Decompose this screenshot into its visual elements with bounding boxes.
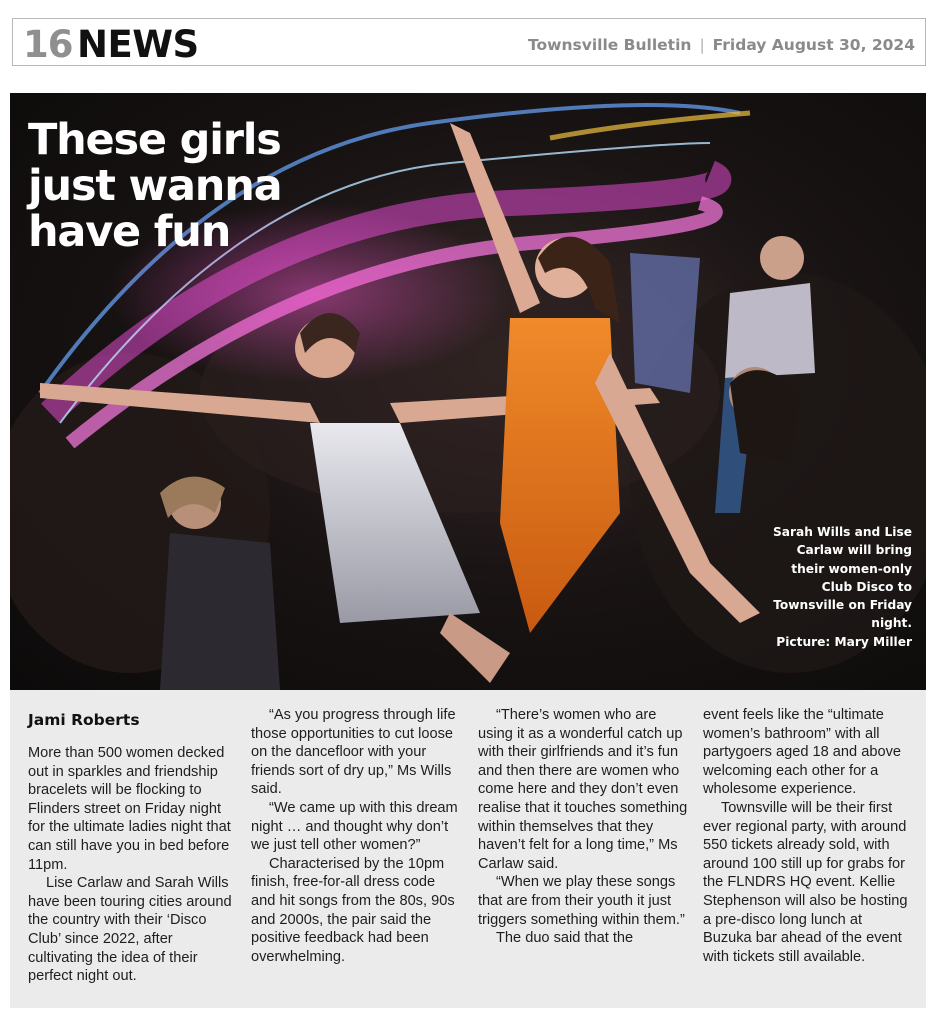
- caption-line: their women-only: [791, 561, 912, 576]
- article-body: [10, 690, 926, 1008]
- paragraph: More than 500 women decked out in sparkles and friendship bracelets will be flocking to Flinders street on Friday night for the ultimate ladies night that can still have you in bed before 11pm.: [28, 745, 231, 873]
- paragraph: Characterised by the 10pm finish, free-for-all dress code and hit songs from the 80s, 90s and 2000s, the pair said the positive feedback had been overwhelming.: [251, 855, 455, 965]
- headline: [28, 117, 328, 255]
- page-header: [12, 18, 926, 66]
- paragraph: “As you progress through life those opportunities to cut loose on the dancefloor with your friends sort of dry up,” Ms Wills said.: [251, 707, 456, 798]
- headline-line-3: have fun: [28, 207, 231, 257]
- article-column-1: [28, 710, 238, 986]
- paragraph: Townsville will be their first ever regional party, with around 550 tickets already sold, with around 100 still up for grabs for the FLNDRS HQ event. Kellie Stephenson will also be hosting a pre-disco long lunch at Buzuka bar ahead of the event with tickets still available.: [703, 799, 908, 965]
- section-title: NEWS: [77, 23, 199, 66]
- publication-info: [528, 36, 915, 54]
- article-column-2: [251, 706, 461, 966]
- publication-date: Friday August 30, 2024: [712, 36, 915, 54]
- paragraph: The duo said that the: [496, 930, 634, 947]
- article-column-4: [703, 706, 913, 966]
- photo-caption: [762, 523, 912, 651]
- caption-line: Sarah Wills and Lise: [773, 525, 912, 539]
- headline-line-1: These girls: [28, 115, 281, 165]
- paragraph: event feels like the “ultimate women’s bathroom” with all partygoers aged 18 and above welcoming each other for a wholesome experience.: [703, 707, 901, 798]
- paragraph: “There’s women who are using it as a wonderful catch up with their girlfriends and it’s fun and then there are women who come here and they don’t even realise that it touches something within themselves that they haven’t felt for a long time,” Ms Carlaw said.: [478, 707, 688, 872]
- caption-line: Carlaw will bring: [796, 543, 912, 558]
- article-column-3: [478, 706, 688, 948]
- publication-name: Townsville Bulletin: [527, 36, 692, 54]
- paragraph: Lise Carlaw and Sarah Wills have been touring cities around the country with their ‘Disco Club’ since 2022, after cultivating the idea of their perfect night out.: [28, 875, 232, 985]
- photo-credit: Picture: Mary Miller: [776, 634, 912, 649]
- byline: Jami Roberts: [28, 711, 140, 729]
- hero-photo: [10, 93, 926, 690]
- paragraph: “When we play these songs that are from their youth it just triggers something within them.”: [478, 874, 685, 928]
- header-separator: |: [699, 36, 705, 54]
- headline-line-2: just wanna: [28, 161, 282, 211]
- page-number: 16: [23, 23, 73, 66]
- caption-line: Club Disco to: [821, 579, 912, 594]
- caption-line: night.: [871, 616, 912, 631]
- paragraph: “We came up with this dream night … and thought why don’t we just tell other women?”: [251, 799, 458, 854]
- caption-line: Townsville on Friday: [773, 598, 912, 613]
